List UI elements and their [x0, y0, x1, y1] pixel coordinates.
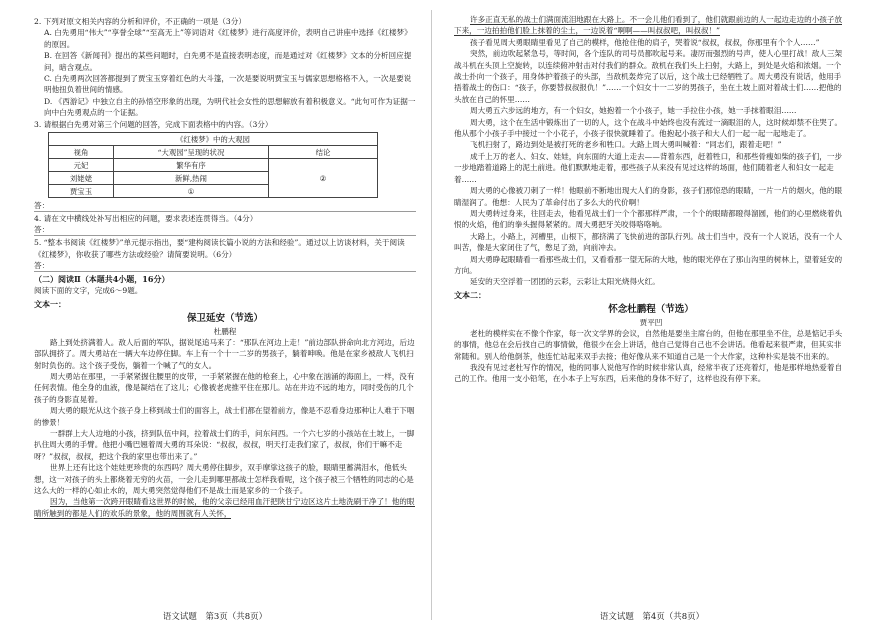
dagguanyuan-table — [48, 132, 378, 198]
page-3 — [0, 0, 430, 630]
table-cell-row1-status: 繁华有序 — [114, 159, 269, 172]
passage-paragraph-underlined — [34, 496, 416, 519]
text-two-label: 文本二： — [454, 289, 486, 300]
passage-paragraph: 一群群上大人边地的小孩，挤到队伍中间，拉着战士们的手，问东问西。一个六七岁的小孩站在土坡上，一脚扒住周大勇的手臂。他把小嘴巴翘着周大勇的耳朵说：“叔叔，叔叔，明天打走我们家了，叔叔，你们干嘛不走呀？”叔叔，叔叔，把这个我的家里也带出来了。” — [34, 428, 415, 461]
table-cell-row2-perspective: 刘姥姥 — [49, 172, 114, 185]
passage-two-author: 贾平凹 — [639, 317, 663, 327]
text-one-label: 文本一： — [34, 298, 66, 309]
passage-paragraph-underlined — [454, 14, 848, 37]
question-2-option-b: B. 在回答《新闻刊》提出的某些问题时，白先勇不是直接表明态度，而是通过对《红楼梦》文本的分析回应提问，暗含观点。 — [44, 51, 412, 72]
underlined-sentence: 因为，当他第一次跨开眼睛看这世界的时候，他的父亲已经用血汗把陕甘宁边区这片土地洗刷干净了！他的眼睛所触到的都是人们的欢乐的景象，他的周围就有人关怀， — [34, 497, 415, 518]
passage-paragraph: 孩子看见周大勇眼睛里看见了自己的模样，他抢住他的肩子，哭着说“叔叔，叔叔，你那里有个个人……” — [470, 37, 820, 47]
passage-paragraph: 世界上还有比这个娃娃更珍贵的东西吗？周大勇停住脚步，双手摩挲这孩子的脸，眼睛里蓄满泪水，他低头想，这一对孩子的头上都烧着无穷的火苗，一会儿走到哪里都战士怎样我看呢，这个孩子被三个牺牲的同志的心是这么大的一样的心如止水的，周大勇突然觉得他们不是战士而是家乡的一个孩子。 — [34, 463, 414, 495]
reading-instruction: 阅读下面的文字，完成6～9题。 — [34, 286, 143, 296]
passage-paragraph: 突然，前边吹起紧急号，等时间，各个连队的司号员都吹起号来。凄厉而强烈的号声，使人心里打战！敌人三架战斗机在头顶上空旋转，以连续俯冲射击对付我们的群众。敌机在我们头上扫射，大路上，到处是火焰和浓烟。一个战士扑向一个孩子，用身体护着孩子的头部，当敌机轰炸完了以后，这个战士已经牺牲了。周大勇没有说话，他用手捂着战士的伤口：“孩子，你要替叔叔报仇！”……一个妇女十一二岁的男孩子，坐在土坡上面对着战士们……把他的头放在自己的怀里…… — [454, 49, 843, 104]
table-caption: 《红楼梦》中的大观园 — [49, 133, 378, 146]
page-divider — [431, 10, 432, 620]
passage-paragraph: 延安的天空浮着一团团的云彩，云彩让太阳光烧得火红。 — [470, 277, 660, 287]
answer-label: 答： — [34, 201, 50, 211]
passage-paragraph: 飞机扫射了，路边到处是被打死的老乡和牲口。大路上周大勇叫喊着：“同志们，跟着走吧！” — [470, 140, 782, 150]
table-cell-row2-status: 新鲜,热闹 — [114, 172, 269, 185]
question-2-option-a: A. 白先勇用“伟大”“享誉全球”“至高无上”等词语对《红楼梦》进行高度评价，表明自己讲座中选择《红楼梦》的原因。 — [44, 28, 412, 49]
table-cell-row1-perspective: 元妃 — [49, 159, 114, 172]
passage-paragraph: 周大勇站在那里，一手紧紧握住腰里的皮带，一手紧紧握在他的枪套上，心中象在汹涌的海面上，一样，没有任何表情。他全身的血液，像是凝结在了这儿；心像被老虎推平住在那儿。站在井边不远的地方，同时受伤的几个孩子的身影直晃着。 — [34, 371, 415, 404]
passage-author: 杜鹏程 — [213, 326, 237, 336]
question-2-stem: 2. 下列对原文相关内容的分析和评价，不正确的一项是（3分） — [34, 17, 246, 26]
question-5-answer-line[interactable] — [34, 260, 416, 272]
passage-title: 保卫延安（节选） — [186, 312, 263, 324]
passage-paragraph: 路上到处挤满着人。敌人后面的军队，据说尾追马来了：“那队在河边上走！”前边部队拼命向北方河边，后边部队拥挤了。周大勇站在一辆大车边停住脚。车上有一个十一二岁的男孩子，躺着呻唤。他是在家乡被敌人飞机扫射时负伤的。这个孩子受伤，躺着一个喊了气的女人。 — [34, 337, 415, 370]
passage-paragraph: 周大勇的心像被刀刺了一样！他眼前不断地出现大人们的身影，孩子们那惊恐的眼睛，一片一片的烟火，他的眼睛湿润了。他想：人民为了革命付出了多么大的代价啊！ — [454, 186, 843, 207]
table-header-perspective: 视角 — [49, 146, 114, 159]
question-5-stem: 5. “整本书阅读《红楼梦》”单元提示指出，要“建构阅读长篇小说的方法和经验”。通过以上访谈材料，关于阅读《红楼梦》，你收获了哪些方法或经验？请简要说明。（6分） — [34, 238, 405, 259]
passage-two-title: 怀念杜鹏程（节选） — [608, 303, 694, 315]
table-cell-row3-perspective: 贾宝玉 — [49, 185, 114, 198]
passage-two-paragraph: 我没有见过老杜写作的情况，他的同事人说他写作的时候非常认真，经常半夜了还亮着灯，他是那样地热爱着自己的工作。他用一支小铅笔，在小本子上写东西，后来他的身体不好了，这样也没有停下来。 — [454, 362, 843, 384]
passage-paragraph: 周大勇的眼光从这个孩子身上移到战士们的面容上，战士们都在望着前方，像是不忍看身边那种让人难于下咽的惨景！ — [34, 406, 415, 427]
passage-paragraph: 成千上万的老人、妇女、娃娃，向东面的大道上走去——背着东西，赶着牲口，和那些骨瘦如柴的孩子们，一步一步地踏着道路上的泥土前进。他们默默地走着，那些孩子从来没有见过这样的场面，他们随着老人和妇女一起走着…… — [454, 151, 843, 184]
underlined-sentence: 许多正直无私的战士们满面流泪地跟在大路上。不一会儿他们看到了，他们就跟前边的人一起边走边的小孩子放下来，一边拍拍他们脸上抹着的尘土，一边说着“啊啊——叫叔叔吧，叫叔叔！” — [454, 15, 843, 36]
table-header-status: “大观园”呈现的状况 — [114, 146, 269, 159]
answer-label: 答： — [34, 225, 50, 235]
question-3-answer-line[interactable] — [34, 200, 416, 212]
page-footer: 语文试题 第3页（共8页） — [162, 612, 268, 622]
passage-paragraph: 大路上，小路上，河槽里，山根下，都挤满了飞快前进的部队行列。战士们当中，没有一个人说话，没有一个人叫苦，像是大家闭住了气，憋足了劲，向前冲去。 — [454, 231, 843, 253]
answer-label: 答： — [34, 261, 50, 271]
passage-paragraph: 周大勇转过身来，往回走去，他看见战士们一个个都那样严肃，一个个的眼睛都瞪得溜圆，他们的心里燃烧着仇恨的火焰，他们的拳头握得紧紧的。周大勇把牙关咬得咯咯响。 — [454, 208, 843, 230]
table-cell-row3-status: ① — [114, 185, 269, 198]
question-2-option-c: C. 白先勇两次回答都提到了贾宝玉穿着红色的大斗篷，一次是要说明贾宝玉与儒家思想格格不入，一次是要说明他扭负着世间的情感。 — [44, 74, 412, 95]
passage-paragraph: 周大勇睁起眼睛看一看那些战士们，又看看那一望无际的大地，他的眼光停在了那山沟里的树林上，望着延安的方向。 — [454, 254, 843, 275]
table-cell-conclusion: ② — [269, 159, 378, 198]
reading-section-heading: （二）阅读Ⅱ（本题共4小题，16分） — [34, 274, 170, 285]
passage-paragraph: 周大勇，这个在生活中锻炼出了一切的人，这个在战斗中始终也没有流过一滴眼泪的人，这时候却禁不住哭了。他从那个小孩子手中接过一个小花子，小孩子很快就睡着了。他抱起小孩子和大人们一起一起一起地走了。 — [454, 117, 843, 139]
table-header-conclusion: 结论 — [269, 146, 378, 159]
question-4-stem: 4. 请在文中横线处补写出相应的问题，要求表述连贯得当。（4分） — [34, 214, 258, 224]
page-4 — [434, 0, 870, 630]
question-3-stem: 3. 请根据白先勇对第三个问题的回答，完成下面表格中的内容。（3分） — [34, 119, 273, 129]
passage-two-paragraph: 老杜的模样实在不像个作家，每一次文学界的会议，自然他是要坐主席台的，但他在那里坐不住，总是惦记手头的事情，他总在会后找自己的事情做，他很少在会上讲话，他自己觉得自己也不会讲话。他看起来很严肃，但其实非常随和。别人给他倒茶，他连忙站起来双手去接；他好像从来不知道自己是一个大作家，这种朴实是装不出来的。 — [454, 328, 843, 361]
question-4-answer-line[interactable] — [34, 224, 416, 236]
passage-paragraph: 周大勇五六步远的地方，有一个妇女，她抱着一个小孩子，她一手拉住小孩，她一手抹着眼泪…… — [470, 106, 797, 116]
question-2-option-d: D. 《西游记》中独立自主的孙悟空形象的出现，为明代社会女性的思想解放有着积极意义。“此句可作为证据一向中白先勇观点的一个证据。 — [44, 96, 416, 118]
page-footer: 语文试题 第4页（共8页） — [599, 612, 705, 622]
